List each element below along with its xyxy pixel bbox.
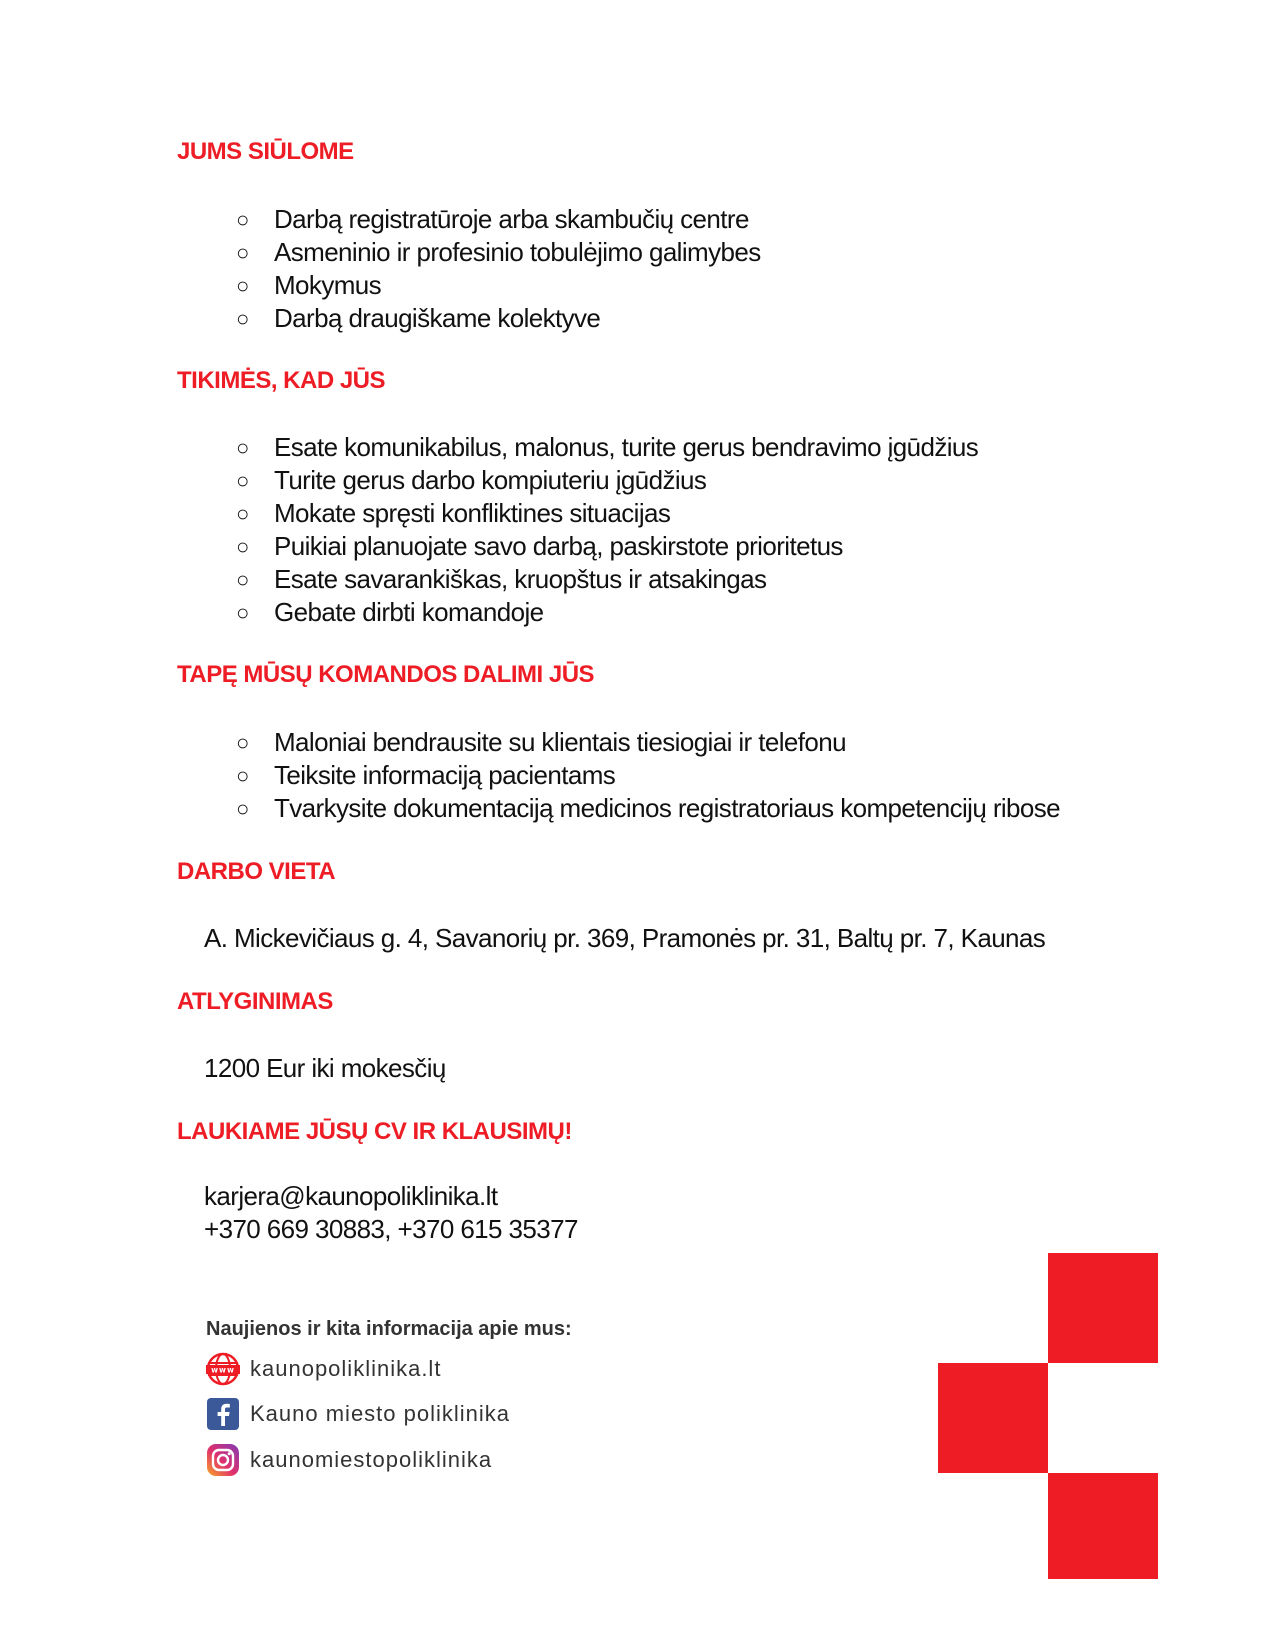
list-item: ○ Mokymus bbox=[236, 270, 382, 300]
list-item: ○ Darbą draugiškame kolektyve bbox=[236, 303, 601, 333]
list-item: ○ Turite gerus darbo kompiuteriu įgūdžius bbox=[236, 465, 707, 495]
bullet-icon: ○ bbox=[236, 730, 249, 755]
decorative-red-block bbox=[1048, 1473, 1158, 1579]
facebook-icon bbox=[206, 1397, 240, 1431]
section-heading-salary: ATLYGINIMAS bbox=[177, 988, 333, 1015]
offer-list bbox=[236, 203, 761, 335]
instagram-icon bbox=[206, 1443, 240, 1477]
bullet-icon: ○ bbox=[236, 240, 249, 265]
instagram-label: kaunomiestopoliklinika bbox=[250, 1447, 493, 1472]
list-item: ○ Asmeninio ir profesinio tobulėjimo galimybes bbox=[236, 237, 761, 267]
www-globe-icon bbox=[206, 1352, 240, 1386]
bullet-icon: ○ bbox=[236, 306, 249, 331]
bullet-icon: ○ bbox=[236, 501, 249, 526]
list-item: ○ Esate komunikabilus, malonus, turite gerus bendravimo įgūdžius bbox=[236, 432, 979, 462]
facebook-link[interactable] bbox=[206, 1396, 510, 1432]
bullet-icon: ○ bbox=[236, 468, 249, 493]
section-heading-expectations: TIKIMĖS, KAD JŪS bbox=[177, 367, 386, 394]
workplace-address: A. Mickevičiaus g. 4, Savanorių pr. 369, Pramonės pr. 31, Baltų pr. 7, Kaunas bbox=[204, 923, 1046, 953]
facebook-label: Kauno miesto poliklinika bbox=[250, 1401, 511, 1426]
expectations-list bbox=[236, 431, 978, 629]
social-title: Naujienos ir kita informacija apie mus: bbox=[206, 1318, 572, 1340]
section-heading-offer: JUMS SIŪLOME bbox=[177, 138, 354, 165]
bullet-icon: ○ bbox=[236, 567, 249, 592]
contact-phones[interactable]: +370 669 30883, +370 615 35377 bbox=[204, 1214, 578, 1244]
list-item: ○ Puikiai planuojate savo darbą, paskirstote prioritetus bbox=[236, 531, 843, 561]
bullet-icon: ○ bbox=[236, 534, 249, 559]
instagram-link[interactable] bbox=[206, 1442, 492, 1478]
bullet-icon: ○ bbox=[236, 763, 249, 788]
list-item: ○ Esate savarankiškas, kruopštus ir atsakingas bbox=[236, 564, 767, 594]
section-heading-contact: LAUKIAME JŪSŲ CV IR KLAUSIMŲ! bbox=[177, 1118, 572, 1145]
list-item: ○ Mokate spręsti konfliktines situacijas bbox=[236, 498, 671, 528]
list-item: ○ Tvarkysite dokumentaciją medicinos registratoriaus kompetencijų ribose bbox=[236, 793, 1061, 823]
contact-email[interactable]: karjera@kaunopoliklinika.lt bbox=[204, 1181, 498, 1211]
bullet-icon: ○ bbox=[236, 273, 249, 298]
list-item: ○ Darbą registratūroje arba skambučių centre bbox=[236, 204, 749, 234]
section-heading-team-role: TAPĘ MŪSŲ KOMANDOS DALIMI JŪS bbox=[177, 661, 595, 688]
team-role-list bbox=[236, 726, 1060, 825]
list-item: ○ Gebate dirbti komandoje bbox=[236, 597, 544, 627]
decorative-red-block bbox=[938, 1363, 1048, 1473]
website-link[interactable] bbox=[206, 1351, 441, 1387]
bullet-icon: ○ bbox=[236, 207, 249, 232]
salary-text: 1200 Eur iki mokesčių bbox=[204, 1053, 446, 1083]
section-heading-workplace: DARBO VIETA bbox=[177, 858, 336, 885]
list-item: ○ Teiksite informaciją pacientams bbox=[236, 760, 616, 790]
bullet-icon: ○ bbox=[236, 600, 249, 625]
bullet-icon: ○ bbox=[236, 796, 249, 821]
website-label: kaunopoliklinika.lt bbox=[250, 1356, 442, 1381]
bullet-icon: ○ bbox=[236, 435, 249, 460]
list-item: ○ Maloniai bendrausite su klientais tiesiogiai ir telefonu bbox=[236, 727, 846, 757]
decorative-red-block bbox=[1048, 1253, 1158, 1363]
svg-text:www: www bbox=[211, 1365, 235, 1375]
